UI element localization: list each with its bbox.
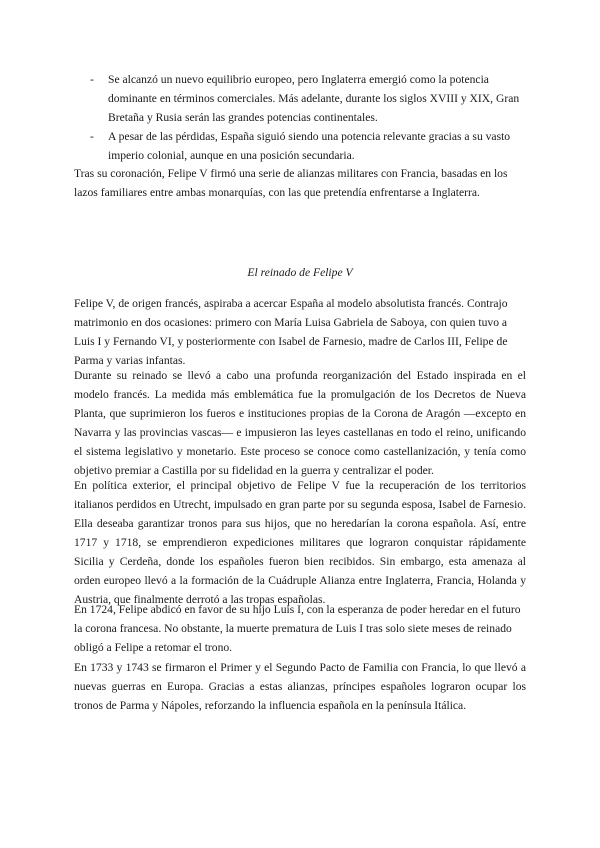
- bullet-text: A pesar de las pérdidas, España siguió siendo una potencia relevante gracias a su vasto imperio colonial, aunque en una posición secundaria.: [108, 130, 511, 162]
- section-title: El reinado de Felipe V: [247, 266, 353, 279]
- paragraph: En política exterior, el principal objetivo de Felipe V fue la recuperación de los territorios italianos perdidos en Utrecht, impulsado en gran parte por su segunda esposa, Isabel de Farnesio. Ella deseaba garantizar tronos para sus hijos, que no heredarían la corona española. Así, entre 1717 y 1718, se emprendieron expediciones militares que lograron conquistar rápidamente Sicilia y Cerdeña, donde los españoles fueron bien recibidos. Sin embargo, esta amenaza al orden europeo llevó a la formación de la Cuádruple Alianza entre Inglaterra, Francia, Holanda y Austria, que finalmente derrotó a las tropas españolas.: [74, 479, 526, 606]
- list-item: [90, 127, 522, 165]
- bullet-marker: -: [90, 73, 94, 86]
- paragraph: Durante su reinado se llevó a cabo una profunda reorganización del Estado inspirada en el modelo francés. La medida más emblemática fue la promulgación de los Decretos de Nueva Planta, que suprimieron los fueros e instituciones propias de la Corona de Aragón —excepto en Navarra y las provincias vascas— e impusieron las leyes castellanas en todo el reino, unificando el sistema legislativo y monetario. Este proceso se conoce como castellanización, y tenía como objetivo premiar a Castilla por su fidelidad en la guerra y centralizar el poder.: [74, 369, 526, 477]
- list-item: [90, 70, 522, 127]
- paragraph: En 1724, Felipe abdicó en favor de su hijo Luis I, con la esperanza de poder heredar en el futuro la corona francesa. No obstante, la muerte prematura de Luis I tras solo siete meses de reinado obligó a Felipe a retomar el trono.: [74, 603, 521, 654]
- intro-paragraph: Tras su coronación, Felipe V firmó una serie de alianzas militares con Francia, basadas en los lazos familiares entre ambas monarquías, con las que pretendía enfrentarse a Inglaterra.: [74, 167, 508, 199]
- paragraph: En 1733 y 1743 se firmaron el Primer y el Segundo Pacto de Familia con Francia, lo que llevó a nuevas guerras en Europa. Gracias a estas alianzas, príncipes españoles lograron ocupar los tronos de Parma y Nápoles, reforzando la influencia española en la península Itálica.: [74, 661, 526, 712]
- paragraph: Felipe V, de origen francés, aspiraba a acercar España al modelo absolutista francés. Contrajo matrimonio en dos ocasiones: primero con María Luisa Gabriela de Saboya, con quien tuvo a Luis I y Fernando VI, y posteriormente con Isabel de Farnesio, madre de Carlos III, Felipe de Parma y varias infantas.: [74, 297, 508, 367]
- bullet-list: [90, 70, 522, 165]
- bullet-marker: -: [90, 130, 94, 143]
- bullet-text: Se alcanzó un nuevo equilibrio europeo, pero Inglaterra emergió como la potencia dominante en términos comerciales. Más adelante, durante los siglos XVIII y XIX, Gran Bretaña y Rusia serán las grandes potencias continentales.: [108, 73, 520, 124]
